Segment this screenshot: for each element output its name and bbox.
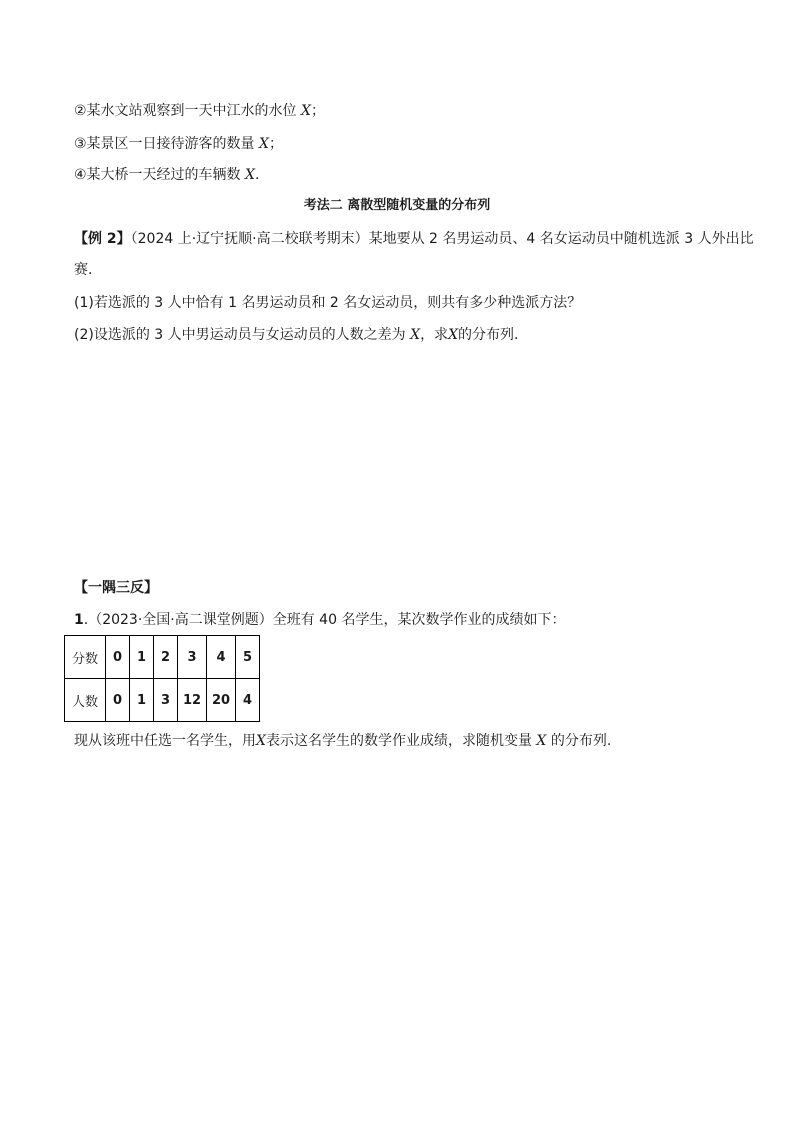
item-number: 1 [74,612,84,628]
table-cell: 3 [154,679,178,722]
table-cell: 1 [130,679,154,722]
table-cell: 0 [106,679,130,722]
table-cell: 0 [106,636,130,679]
table-cell: 20 [207,679,236,722]
item-visitors: ③某景区一日接待游客的数量 X； [74,136,283,152]
item-water-level: ②某水文站观察到一天中江水的水位 X； [74,103,325,119]
example2-line2: 赛. [74,262,93,278]
section-heading: 考法二 离散型随机变量的分布列 [303,198,491,213]
table-cell: 2 [154,636,178,679]
row-label-score: 分数 [65,636,106,679]
table-cell: 3 [178,636,207,679]
example2-question2: (2)设选派的 3 人中男运动员与女运动员的人数之差为 X，求X的分布列. [74,327,519,343]
table-cell: 4 [236,679,260,722]
var-x: X [448,327,459,343]
table-row [65,679,260,722]
table-cell: 12 [178,679,207,722]
var-x: X [301,103,311,119]
table-cell: 4 [207,636,236,679]
table-row [65,636,260,679]
row-label-count: 人数 [65,679,106,722]
practice-heading: 【一隅三反】 [74,580,158,596]
example-tag: 【例 2】 [74,231,131,247]
table-cell: 1 [130,636,154,679]
var-x: X [245,167,255,183]
var-x: X [536,733,547,749]
table-cell: 5 [236,636,260,679]
var-x: X [259,136,269,152]
item-vehicles: ④某大桥一天经过的车辆数 X. [74,167,260,183]
score-table [64,635,260,722]
var-x: X [410,327,421,343]
practice-item1: 1.（2023·全国·高二课堂例题）全班有 40 名学生，某次数学作业的成绩如下： [74,612,566,628]
example2-question1: (1)若选派的 3 人中恰有 1 名男运动员和 2 名女运动员，则共有多少种选派方法？ [74,295,582,311]
var-x: X [256,733,266,749]
example2-line1: 【例 2】（2024 上·辽宁抚顺·高二校联考期末）某地要从 2 名男运动员、4 名女运动员中随机选派 3 人外出比 [74,231,754,247]
practice-item1-question: 现从该班中任选一名学生，用X表示这名学生的数学作业成绩，求随机变量 X 的分布列. [74,733,612,749]
